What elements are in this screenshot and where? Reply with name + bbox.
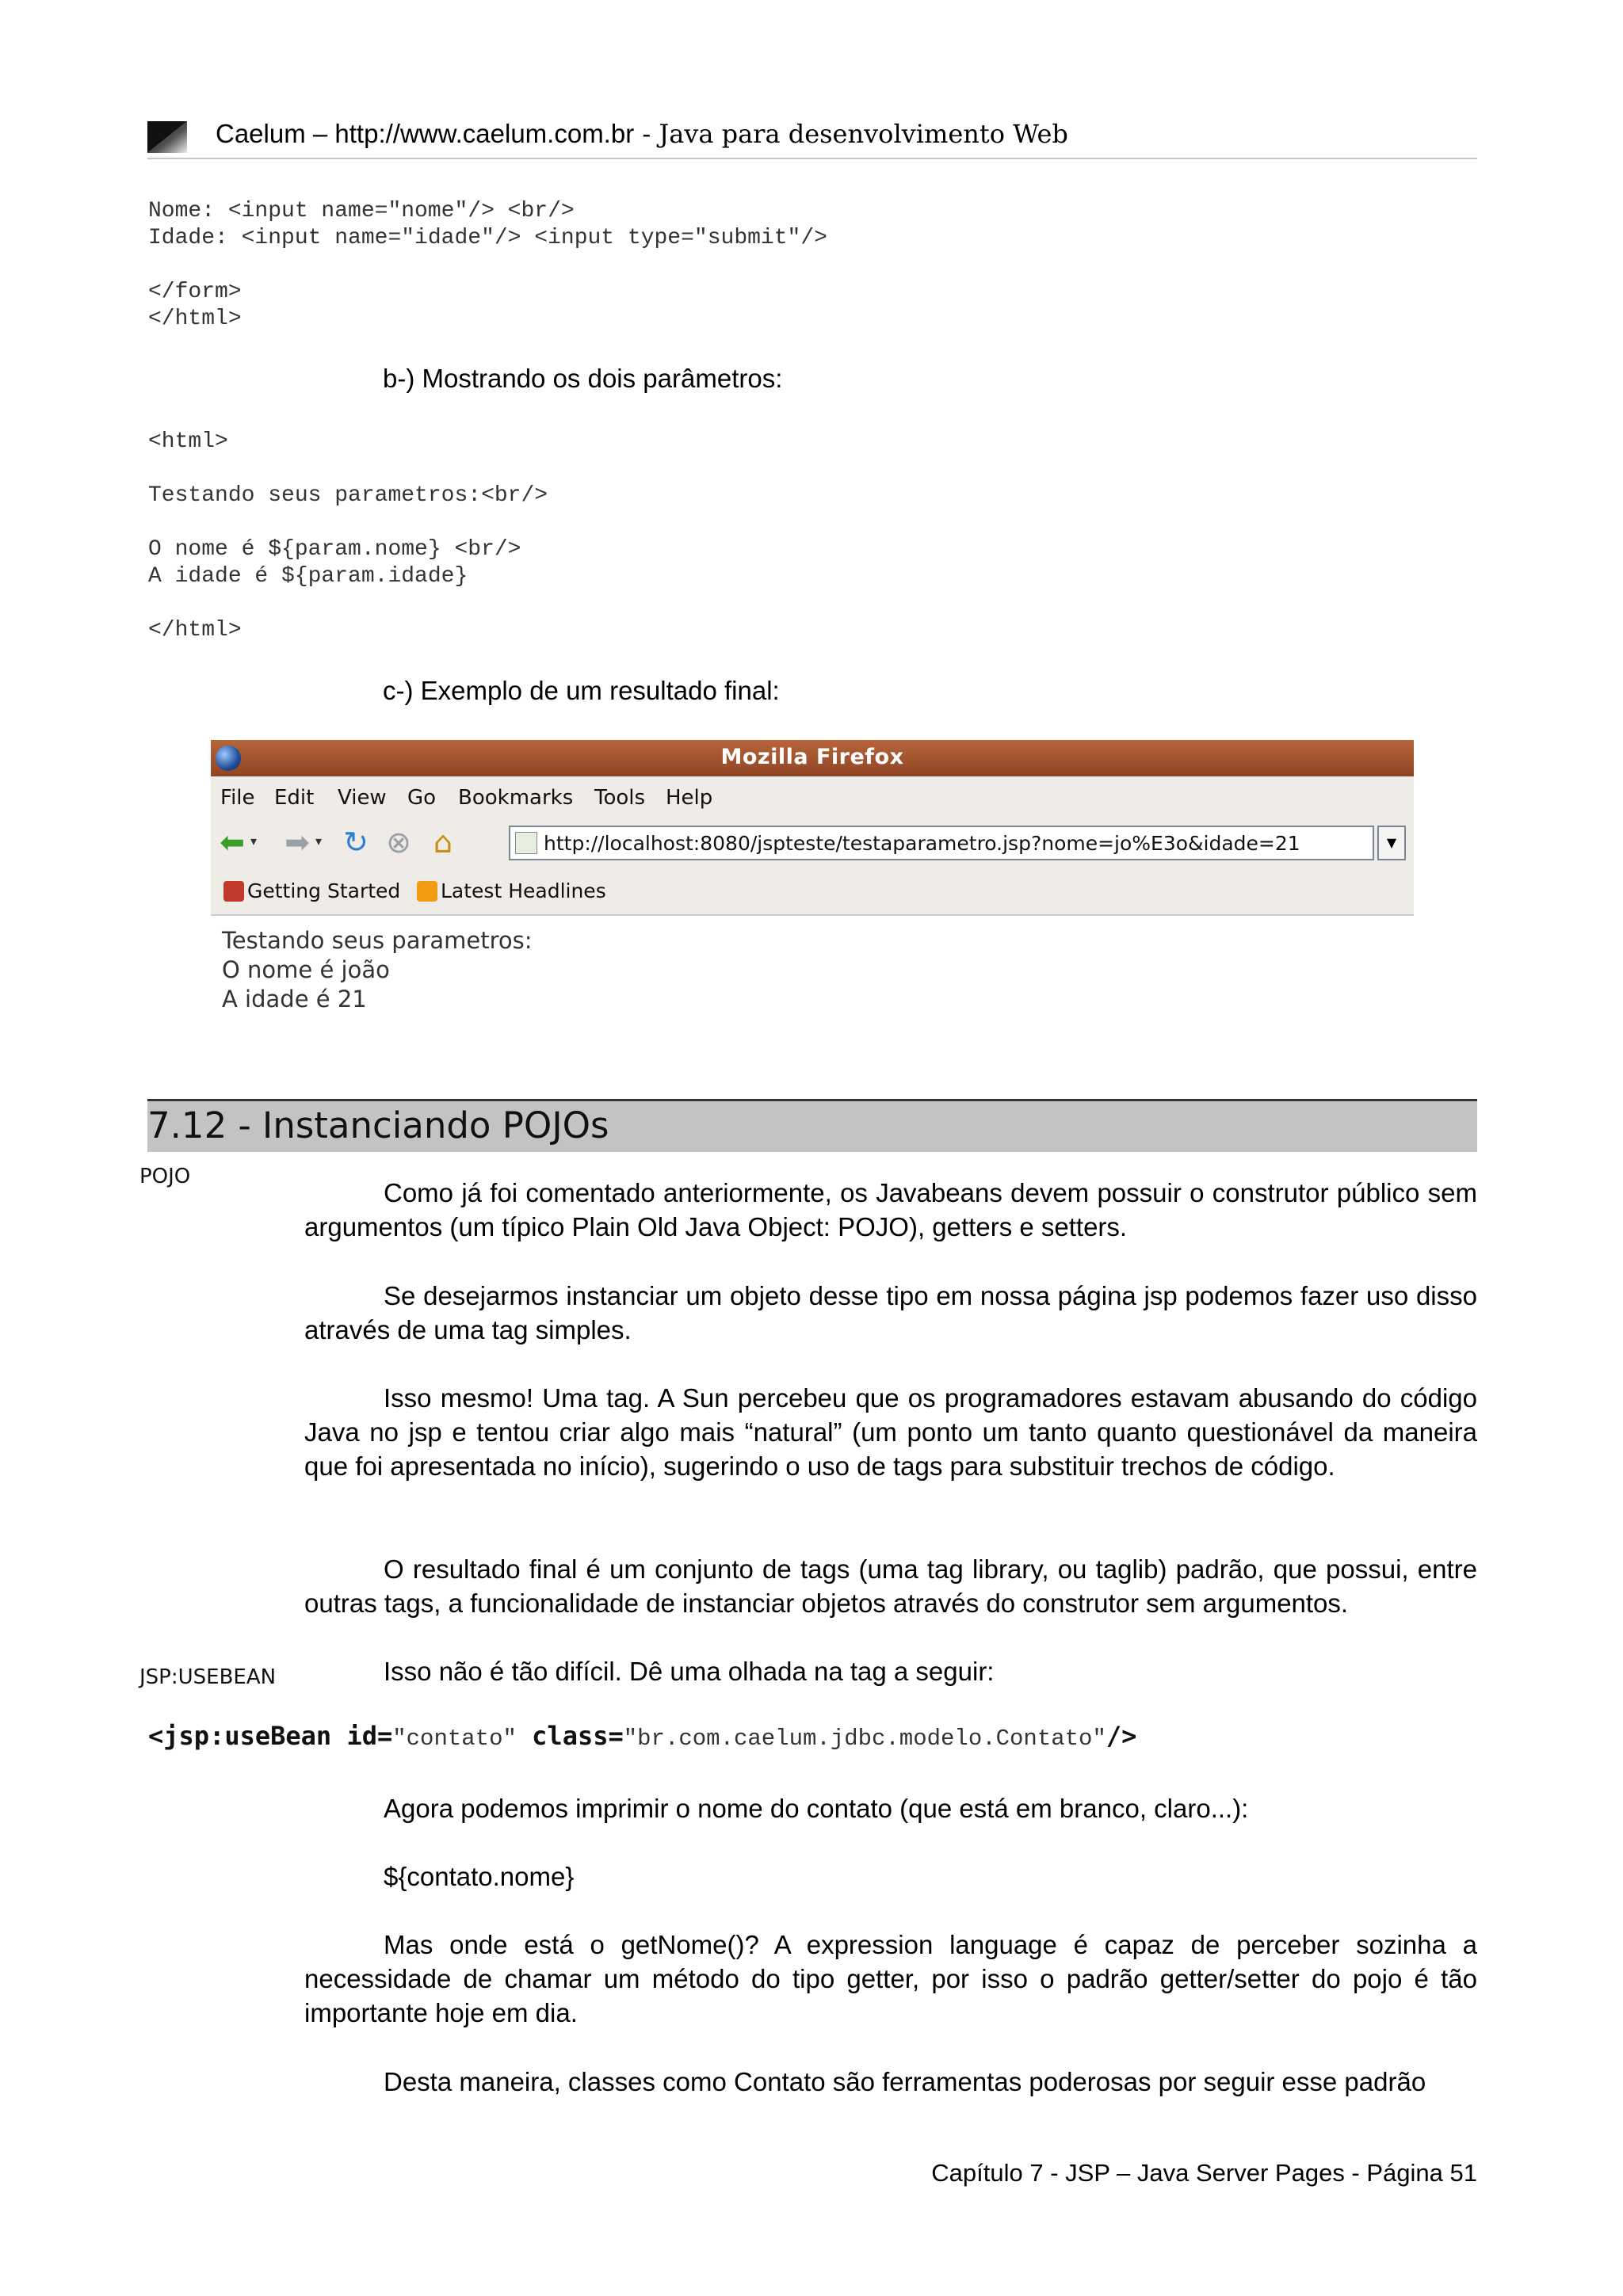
- usebean-class-attr: class=: [516, 1721, 624, 1751]
- paragraph-2: Se desejarmos instanciar um objeto desse tipo em nossa página jsp podemos fazer uso disso através de uma tag simples.: [304, 1281, 1477, 1344]
- section-title: 7.12 - Instanciando POJOs: [147, 1104, 609, 1146]
- bookmark-getting-started-label: Getting Started: [247, 879, 401, 902]
- paragraph-8: Desta maneira, classes como Contato são ferramentas poderosas por seguir esse padrão: [384, 2067, 1426, 2096]
- reload-icon[interactable]: ↻: [343, 825, 369, 860]
- usebean-id-value: "contato": [392, 1726, 517, 1752]
- menu-file[interactable]: File: [220, 786, 255, 810]
- menu-help[interactable]: Help: [666, 786, 713, 810]
- page-favicon-icon: [515, 832, 537, 854]
- running-header: [216, 119, 1068, 149]
- address-dropdown-icon[interactable]: ▼: [1377, 826, 1406, 860]
- step-c-caption: c-) Exemplo de um resultado final:: [383, 676, 780, 705]
- rss-feed-icon: [417, 881, 437, 902]
- browser-page-content: [211, 916, 1414, 1025]
- margin-note-jsp-usebean: JSP:USEBEAN: [139, 1665, 277, 1689]
- paragraph-el-expression: ${contato.nome}: [384, 1862, 575, 1891]
- home-icon[interactable]: ⌂: [433, 825, 453, 860]
- menu-edit[interactable]: Edit: [274, 786, 315, 810]
- margin-note-pojo: POJO: [139, 1165, 191, 1188]
- code-form-end: Nome: <input name="nome"/> <br/> Idade: <input name="idade"/> <input type="submit"/> </form> </html>: [148, 199, 827, 331]
- paragraph-4: O resultado final é um conjunto de tags (uma tag library, ou taglib) padrão, que possui, entre outras tags, a funcionalidade de instanciar objetos através do construtor sem argumentos.: [304, 1554, 1477, 1618]
- usebean-open: <jsp:useBean id=: [148, 1721, 393, 1751]
- usebean-code: [148, 1721, 1136, 1752]
- browser-menubar: [211, 776, 1414, 816]
- bookmark-latest-headlines[interactable]: [417, 879, 606, 902]
- menu-bookmarks[interactable]: Bookmarks: [458, 786, 574, 810]
- browser-window-title: Mozilla Firefox: [720, 745, 904, 769]
- caelum-logo-icon: [147, 121, 187, 153]
- paragraph-5: Isso não é tão difícil. Dê uma olhada na tag a seguir:: [384, 1657, 995, 1686]
- usebean-close: />: [1106, 1721, 1137, 1751]
- back-arrow-icon[interactable]: ⬅: [220, 825, 245, 860]
- paragraph-1: Como já foi comentado anteriormente, os Javabeans devem possuir o construtor público sem argumentos (um típico Plain Old Java Object: POJO), getters e setters.: [304, 1178, 1477, 1241]
- header-course: - Java para desenvolvimento Web: [634, 119, 1068, 149]
- header-divider: [147, 158, 1477, 159]
- usebean-class-value: "br.com.caelum.jdbc.modelo.Contato": [623, 1726, 1106, 1752]
- browser-screenshot: [211, 740, 1414, 1025]
- result-line-1: Testando seus parametros:: [222, 927, 533, 954]
- stop-icon[interactable]: ⊗: [386, 825, 411, 860]
- forward-arrow-icon[interactable]: ➡: [285, 825, 310, 860]
- address-bar-url: http://localhost:8080/jspteste/testaparametro.jsp?nome=jo%E3o&idade=21: [544, 832, 1300, 855]
- result-line-2: O nome é joão: [222, 956, 390, 983]
- address-bar[interactable]: [509, 826, 1374, 860]
- paragraph-7: Mas onde está o getNome()? A expression language é capaz de perceber sozinha a necessidade de chamar um método do tipo getter, por isso o padrão getter/setter do pojo é tão importante hoje em dia.: [304, 1930, 1477, 2027]
- back-history-dropdown-icon[interactable]: ▾: [250, 833, 258, 849]
- header-brand: Caelum – http://www.caelum.com.br: [216, 119, 635, 148]
- bookmark-latest-headlines-label: Latest Headlines: [441, 879, 606, 902]
- menu-go[interactable]: Go: [407, 786, 437, 810]
- result-line-3: A idade é 21: [222, 986, 367, 1013]
- code-params: <html> Testando seus parametros:<br/> O nome é ${param.nome} <br/> A idade é ${param.idade} </html>: [148, 429, 548, 643]
- firefox-bookmark-icon: [223, 881, 244, 902]
- bookmark-getting-started[interactable]: [223, 879, 400, 902]
- paragraph-3: Isso mesmo! Uma tag. A Sun percebeu que os programadores estavam abusando do código Java no jsp e tentou criar algo mais “natural” (um ponto um tanto quanto questionável da maneira que foi apresentada no início), sugerindo o uso de tags para substituir trechos de código.: [304, 1383, 1477, 1481]
- bookmarks-toolbar: [211, 870, 1414, 916]
- menu-view[interactable]: View: [338, 786, 387, 810]
- browser-titlebar: [211, 740, 1414, 776]
- page-footer: Capítulo 7 - JSP – Java Server Pages - Página 51: [931, 2159, 1477, 2187]
- paragraph-6: Agora podemos imprimir o nome do contato (que está em branco, claro...):: [384, 1794, 1249, 1823]
- menu-tools[interactable]: Tools: [594, 786, 646, 810]
- forward-history-dropdown-icon[interactable]: ▾: [315, 833, 323, 849]
- step-b-caption: b-) Mostrando os dois parâmetros:: [383, 364, 783, 393]
- browser-navbar: [211, 816, 1414, 870]
